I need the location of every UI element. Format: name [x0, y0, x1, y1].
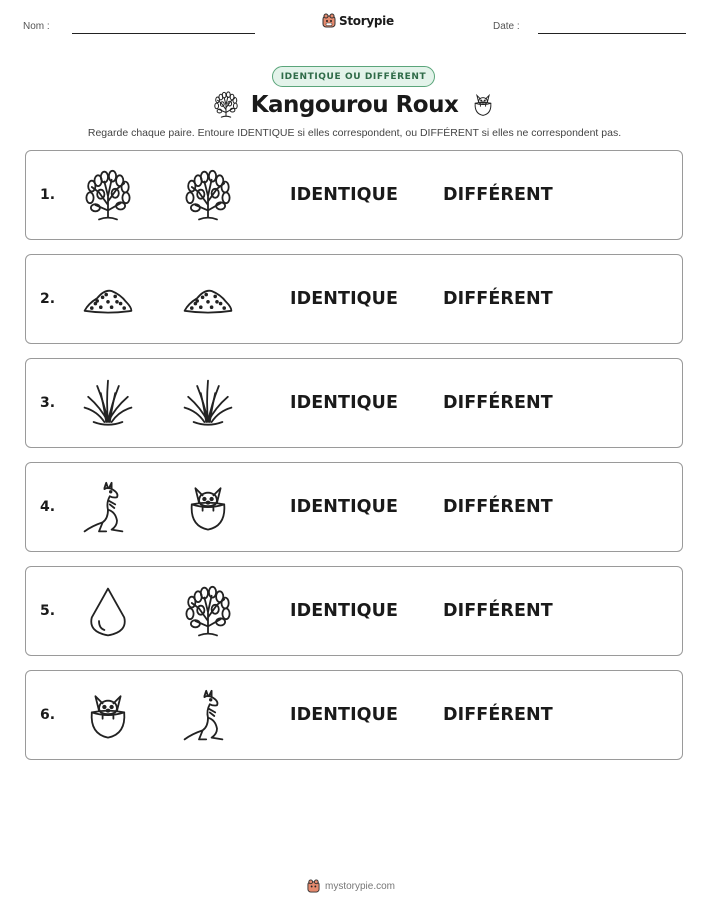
question-row — [25, 358, 683, 448]
brand-name: Storypie — [339, 13, 394, 28]
brand-logo — [322, 13, 394, 28]
question-row — [25, 670, 683, 760]
question-number: 2. — [40, 291, 56, 307]
question-number: 4. — [40, 499, 56, 515]
date-line[interactable] — [538, 33, 686, 34]
kangaroo-icon — [81, 481, 135, 535]
bush-icon — [181, 585, 235, 639]
footer-url: mystorypie.com — [325, 880, 396, 892]
question-number: 5. — [40, 603, 56, 619]
option-different[interactable]: DIFFÉRENT — [443, 497, 553, 517]
sand-pile-icon — [81, 273, 135, 327]
bush-icon — [81, 169, 135, 223]
title-joey-icon — [470, 91, 496, 124]
question-number: 3. — [40, 395, 56, 411]
storypie-mascot-icon — [322, 13, 336, 28]
joey-pouch-icon — [181, 481, 235, 535]
bush-icon — [181, 169, 235, 223]
joey-pouch-icon — [81, 689, 135, 743]
kangaroo-icon — [181, 689, 235, 743]
page-title: Kangourou Roux — [250, 92, 459, 118]
question-number: 6. — [40, 707, 56, 723]
water-drop-icon — [81, 585, 135, 639]
sand-pile-icon — [181, 273, 235, 327]
option-identique[interactable]: IDENTIQUE — [290, 497, 399, 517]
grass-icon — [181, 377, 235, 431]
option-identique[interactable]: IDENTIQUE — [290, 393, 399, 413]
question-row — [25, 254, 683, 344]
option-different[interactable]: DIFFÉRENT — [443, 601, 553, 621]
option-different[interactable]: DIFFÉRENT — [443, 705, 553, 725]
option-different[interactable]: DIFFÉRENT — [443, 289, 553, 309]
question-number: 1. — [40, 187, 56, 203]
question-row — [25, 462, 683, 552]
date-label: Date : — [493, 21, 520, 32]
storypie-mascot-icon — [307, 879, 320, 893]
worksheet-type-badge: IDENTIQUE OU DIFFÉRENT — [272, 66, 435, 87]
footer — [307, 879, 395, 893]
option-different[interactable]: DIFFÉRENT — [443, 393, 553, 413]
option-identique[interactable]: IDENTIQUE — [290, 289, 399, 309]
instructions: Regarde chaque paire. Entoure IDENTIQUE si elles correspondent, ou DIFFÉRENT si elles ne correspondent pas. — [87, 127, 622, 139]
option-identique[interactable]: IDENTIQUE — [290, 601, 399, 621]
question-row — [25, 566, 683, 656]
option-identique[interactable]: IDENTIQUE — [290, 705, 399, 725]
grass-icon — [81, 377, 135, 431]
question-row — [25, 150, 683, 240]
name-label: Nom : — [23, 21, 50, 32]
name-line[interactable] — [72, 33, 255, 34]
option-identique[interactable]: IDENTIQUE — [290, 185, 399, 205]
option-different[interactable]: DIFFÉRENT — [443, 185, 553, 205]
